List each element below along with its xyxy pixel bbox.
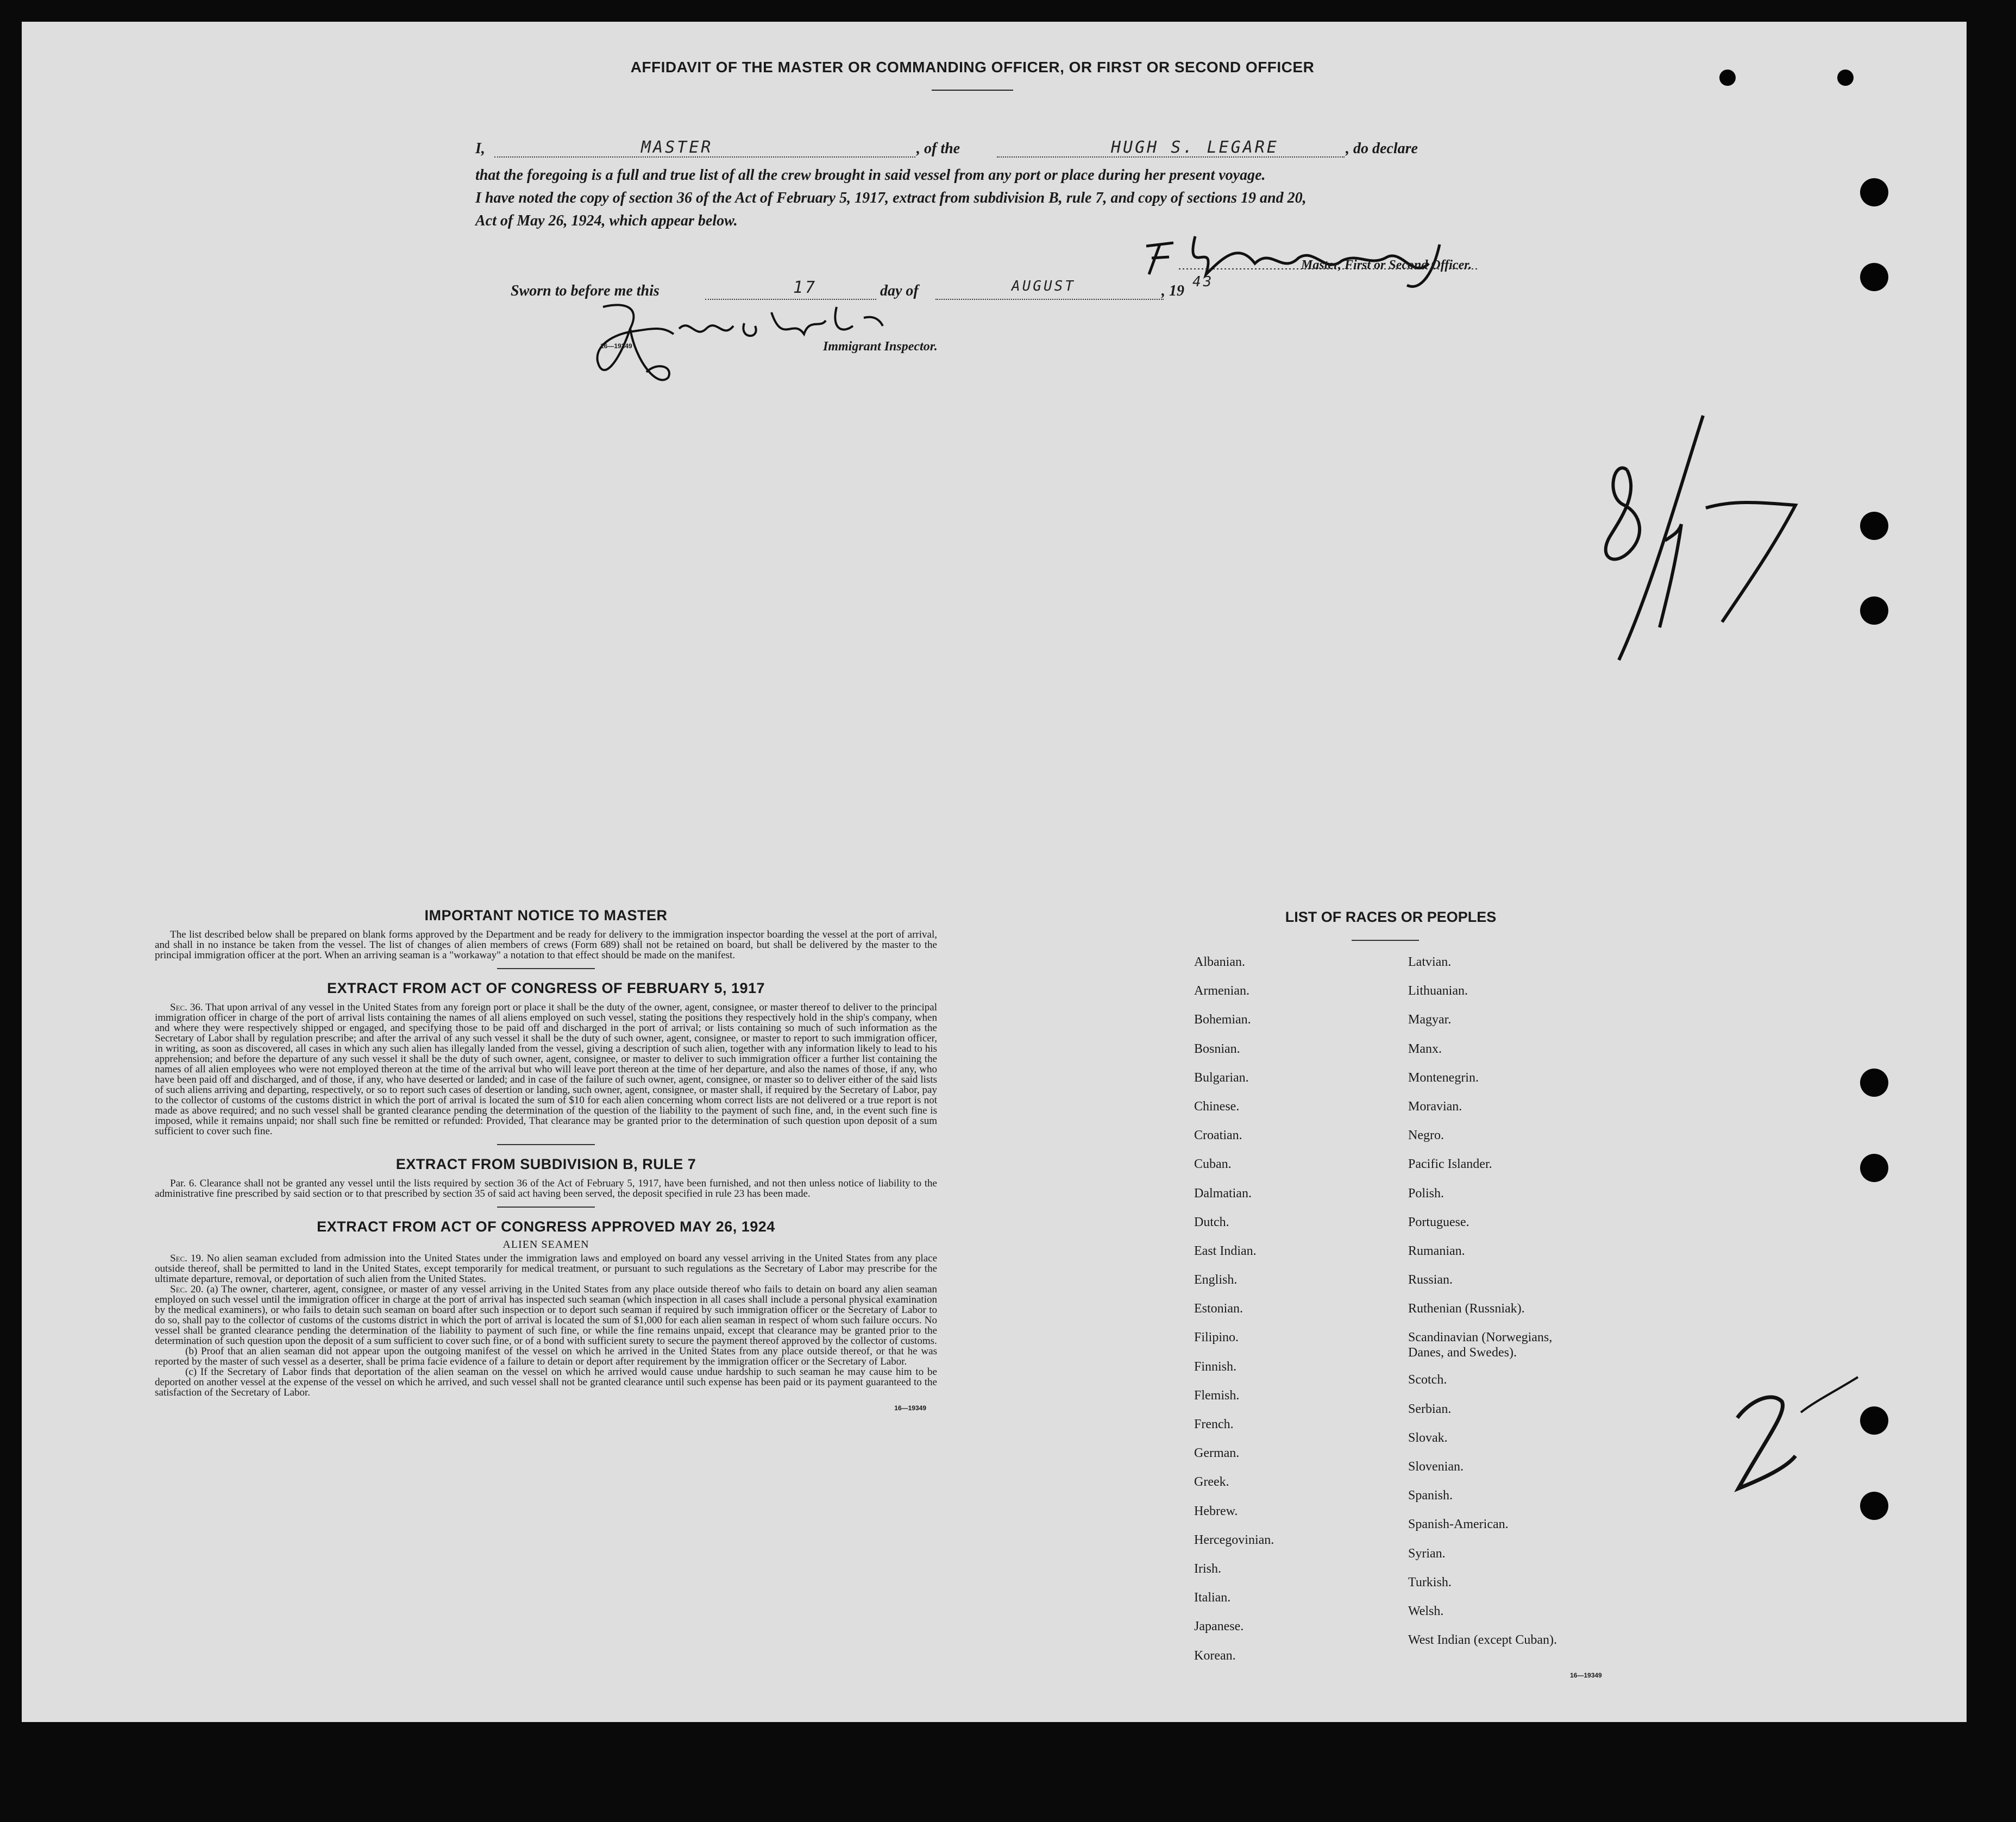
extract2-title: EXTRACT FROM SUBDIVISION B, RULE 7 bbox=[395, 1156, 696, 1172]
race-entry: Magyar. bbox=[1408, 1013, 1452, 1027]
race-entry: Ruthenian (Russniak). bbox=[1408, 1302, 1525, 1316]
notice-footer bbox=[155, 1403, 937, 1413]
race-entry: Polish. bbox=[1408, 1186, 1445, 1201]
race-entry: Chinese. bbox=[1194, 1099, 1240, 1114]
page-number-annotation bbox=[1728, 1374, 1869, 1499]
document-sheet bbox=[22, 22, 1967, 1722]
race-entry: Syrian. bbox=[1408, 1546, 1446, 1561]
race-entry: Bulgarian. bbox=[1194, 1070, 1249, 1085]
races-title-rule bbox=[1352, 940, 1419, 941]
race-entry: Italian. bbox=[1194, 1591, 1231, 1605]
extract2-text: Par. 6. Clearance shall not be granted any vessel until the lists required by section 36 of the Act of February 5, 1917, have been furnished, and not then unless notice of liability to the administrative fine prescribed by said section or to that prescribed by section 35 of said act having been served, the deposit specified in rule 23 has been made. bbox=[155, 1178, 937, 1199]
extract1-text: That upon arrival of any vessel in the United States from any foreign port or place it shall be the duty of the owner, agent, consignee, or master thereof to deliver to the principal immigration officer in charge of the port of arrival lists containing the names of all aliens employed on such vessel, stating the positions they respectively hold in the ship's company, when and where they were respectively shipped or engaged, and specifying those to be paid off and discharged in the port of arrival; or lists containing so much of such information as the Secretary of Labor shall by regulation prescribe; and after the arrival of any such vessel it shall be the duty of such owner, agent, consignee, or master to report to such immigration officer, in writing, as soon as discovered, all cases in which any such alien has illegally landed from the vessel, giving a description of such alien, together with any information likely to lead to his apprehension; and before the departure of any such vessel it shall be the duty of such owner, agent, consignee, or master to deliver to such immigration officer a further list containing the names of all alien employees who were not employed thereon at the time of the arrival but who will leave port thereon at the time of her departure, and also the names of those, if any, who have been paid off and discharged, and of those, if any, who have deserted or landed; and in case of the failure of such owner, agent, consignee, or master so to deliver either of the said lists of such aliens arriving and departing, respectively, or so to report such cases of desertion or landing, such owner, agent, consignee, or master shall, if required by the Secretary of Labor, pay to the collector of customs of the customs district in which the port of arrival is located the sum of $10 for each alien concerning whom correct lists are not delivered or a true report is not made as above required; and no such vessel shall be granted clearance pending the determination of the question of the liability to the payment of such fine, and, in the event such fine is imposed, while it remains unpaid; nor shall such fine be remitted or refunded: Provided, That clearance may be granted prior to the determination of such question upon deposit of a sum sufficient to cover such fine. bbox=[155, 1002, 937, 1137]
statement-line: that the foregoing is a full and true list of all the crew brought in said vessel from any port or place during her present voyage. bbox=[475, 167, 1266, 184]
race-entry: Turkish. bbox=[1408, 1575, 1452, 1589]
race-entry: Pacific Islander. bbox=[1408, 1157, 1492, 1172]
race-entry: Negro. bbox=[1408, 1128, 1444, 1143]
race-entry: Finnish. bbox=[1194, 1359, 1237, 1374]
year-value: 43 bbox=[1192, 274, 1214, 290]
punch-hole bbox=[1719, 70, 1736, 86]
race-entry: Irish. bbox=[1194, 1561, 1221, 1576]
extract1-body bbox=[155, 1002, 937, 1136]
section-rule bbox=[497, 968, 595, 969]
vessel-value: HUGH S. LEGARE bbox=[1111, 138, 1279, 157]
form-code: 16—19349 bbox=[894, 1404, 926, 1412]
race-entry: Slovak. bbox=[1408, 1430, 1448, 1445]
extract3-subtitle: ALIEN SEAMEN bbox=[503, 1239, 589, 1251]
notice-title: IMPORTANT NOTICE TO MASTER bbox=[424, 907, 668, 923]
statement-line: Act of May 26, 1924, which appear below. bbox=[475, 212, 738, 229]
race-entry: Cuban. bbox=[1194, 1157, 1232, 1172]
race-entry: Estonian. bbox=[1194, 1302, 1243, 1316]
race-entry: Bohemian. bbox=[1194, 1013, 1251, 1027]
section-rule bbox=[497, 1207, 595, 1208]
race-entry: Montenegrin. bbox=[1408, 1070, 1479, 1085]
race-entry: Bosnian. bbox=[1194, 1041, 1240, 1056]
race-entry: Dalmatian. bbox=[1194, 1186, 1252, 1201]
race-entry: Spanish-American. bbox=[1408, 1517, 1509, 1532]
race-entry: Moravian. bbox=[1408, 1099, 1462, 1114]
declare-label: , do declare bbox=[1346, 140, 1418, 157]
race-entry: East Indian. bbox=[1194, 1243, 1257, 1258]
extract3-title: EXTRACT FROM ACT OF CONGRESS APPROVED MAY 26, 1924 bbox=[317, 1218, 775, 1235]
race-entry: Serbian. bbox=[1408, 1402, 1452, 1416]
race-entry: Rumanian. bbox=[1408, 1243, 1465, 1258]
inspector-label: Immigrant Inspector. bbox=[823, 340, 938, 354]
punch-hole bbox=[1860, 512, 1888, 540]
race-entry: Scotch. bbox=[1408, 1373, 1447, 1387]
race-entry: Flemish. bbox=[1194, 1388, 1240, 1403]
date-annotation bbox=[1586, 410, 1814, 671]
day-value: 17 bbox=[793, 278, 818, 297]
race-entry: Spanish. bbox=[1408, 1488, 1453, 1503]
month-value: AUGUST bbox=[1012, 278, 1076, 294]
race-entry: English. bbox=[1194, 1273, 1238, 1287]
sec20c-text: (c) If the Secretary of Labor finds that deportation of the alien seaman on the vessel on which he arrived would cause undue hardship to such seaman he may cause him to be deported on another vessel at the expense of the vessel on which he arrived, and such vessel shall not be granted clearance until such expense has been paid or its payment guaranteed to the satisfaction of the Secretary of Labor. bbox=[155, 1366, 937, 1398]
sec20-text: (a) The owner, charterer, agent, consignee, or master of any vessel arriving in the United States from any place outside thereof who fails to detain on board any alien seaman employed on such vessel until the immigration officer in charge at the port of arrival has inspected such seaman (which inspection in all cases shall include a personal physical examination by the medical examiners), or who fails to detain such seaman on board after such inspection or to deport such seaman if required by such immigration officer or the Secretary of Labor to do so, shall pay to the collector of customs of the customs district in which the port of arrival is located the sum of $1,000 for each alien seaman in respect of whom such failure occurs. No vessel shall be granted clearance pending the determination of the liability to payment of such fine, or while the fine remains unpaid, except that clearance may be granted prior to the determination of such question upon the deposit of a sum sufficient to cover such fine, or of a bond with sufficient surety to secure the payment thereof approved by the collector of customs. bbox=[155, 1284, 938, 1347]
year-prefix: , 19 bbox=[1161, 282, 1184, 299]
race-entry: Portuguese. bbox=[1408, 1215, 1469, 1229]
races-column-1 bbox=[1194, 954, 1274, 1677]
form-code: 16—19349 bbox=[1570, 1672, 1602, 1679]
race-entry: Filipino. bbox=[1194, 1330, 1239, 1345]
race-entry: French. bbox=[1194, 1417, 1234, 1431]
race-entry: Manx. bbox=[1408, 1041, 1442, 1056]
race-entry: Albanian. bbox=[1194, 955, 1245, 969]
race-entry: Welsh. bbox=[1408, 1604, 1444, 1618]
races-column-2 bbox=[1408, 954, 1557, 1661]
race-entry: Scandinavian (Norwegians, Danes, and Swedes). bbox=[1408, 1330, 1553, 1360]
name-value: MASTER bbox=[641, 138, 713, 157]
sec19-body bbox=[155, 1253, 937, 1284]
extract1-title: EXTRACT FROM ACT OF CONGRESS OF FEBRUARY 5, 1917 bbox=[326, 980, 765, 996]
race-entry: Latvian. bbox=[1408, 955, 1452, 969]
sec20b-text: (b) Proof that an alien seaman did not appear upon the outgoing manifest of the vessel on which he arrived in the United States from any place outside thereof, or that he was reported by the master of such vessel as a deserter, shall be prima facie evidence of a failure to detain or deport after requirement by the immigration officer or the Secretary of Labor. bbox=[155, 1346, 937, 1367]
punch-hole bbox=[1860, 1154, 1888, 1182]
day-of-label: day of bbox=[880, 282, 919, 299]
races-footer bbox=[1570, 1670, 1602, 1680]
sec20-body bbox=[155, 1284, 937, 1346]
section-label: Sec. 36. bbox=[170, 1002, 203, 1013]
section-label: Sec. 20. bbox=[170, 1284, 204, 1295]
sec19-text: No alien seaman excluded from admission into the United States under the immigration laws and employed on board any vessel arriving in the United States from any place outside thereof, shall be permitted to land in the United States, except temporarily for medical treatment, or pursuant to such regulations as the Secretary of Labor may prescribe for the ultimate departure, removal, or deportation of such alien from the United States. bbox=[155, 1253, 938, 1285]
master-label: Master, First or Second Officer. bbox=[1301, 258, 1472, 272]
race-entry: Japanese. bbox=[1194, 1619, 1244, 1634]
race-entry: West Indian (except Cuban). bbox=[1408, 1633, 1557, 1648]
form-code: 16—19349 bbox=[600, 342, 632, 350]
punch-hole bbox=[1860, 596, 1888, 625]
i-label: I, bbox=[475, 140, 485, 157]
of-the-label: , of the bbox=[916, 140, 960, 157]
statement-line: I have noted the copy of section 36 of the Act of February 5, 1917, extract from subdivision B, rule 7, and copy of sections 19 and 20, bbox=[475, 190, 1307, 206]
race-entry: Lithuanian. bbox=[1408, 984, 1468, 998]
race-entry: Hebrew. bbox=[1194, 1504, 1238, 1518]
race-entry: Slovenian. bbox=[1408, 1460, 1464, 1474]
title-rule bbox=[932, 90, 1013, 91]
race-entry: Armenian. bbox=[1194, 984, 1249, 998]
section-rule bbox=[497, 1144, 595, 1145]
declaration-line bbox=[475, 140, 1508, 162]
affidavit-title: AFFIDAVIT OF THE MASTER OR COMMANDING OFFICER, OR FIRST OR SECOND OFFICER bbox=[630, 59, 1315, 76]
race-entry: Russian. bbox=[1408, 1273, 1453, 1287]
notice-text: The list described below shall be prepared on blank forms approved by the Department and be ready for delivery to the immigration inspector boarding the vessel at the port of arrival, and shall in no instance be taken from the vessel. The list of changes of alien members of crews (Form 689) shall not be retained on board, but shall be delivered by the master to the principal immigration officer at the port. When an arriving seaman is a "workaway" a notation to that effect should be made on the manifest. bbox=[155, 929, 937, 961]
race-entry: Korean. bbox=[1194, 1648, 1236, 1663]
punch-hole bbox=[1860, 263, 1888, 291]
punch-hole bbox=[1860, 1069, 1888, 1097]
notice-section bbox=[155, 907, 937, 1413]
race-entry: German. bbox=[1194, 1446, 1240, 1461]
race-entry: Dutch. bbox=[1194, 1215, 1229, 1229]
punch-hole bbox=[1837, 70, 1854, 86]
race-entry: Croatian. bbox=[1194, 1128, 1242, 1143]
race-entry: Hercegovinian. bbox=[1194, 1532, 1274, 1547]
race-entry: Greek. bbox=[1194, 1475, 1229, 1490]
sworn-label: Sworn to before me this bbox=[511, 282, 660, 299]
races-title: LIST OF RACES OR PEOPLES bbox=[1285, 909, 1497, 925]
punch-hole bbox=[1860, 178, 1888, 206]
section-label: Sec. 19. bbox=[170, 1253, 204, 1264]
